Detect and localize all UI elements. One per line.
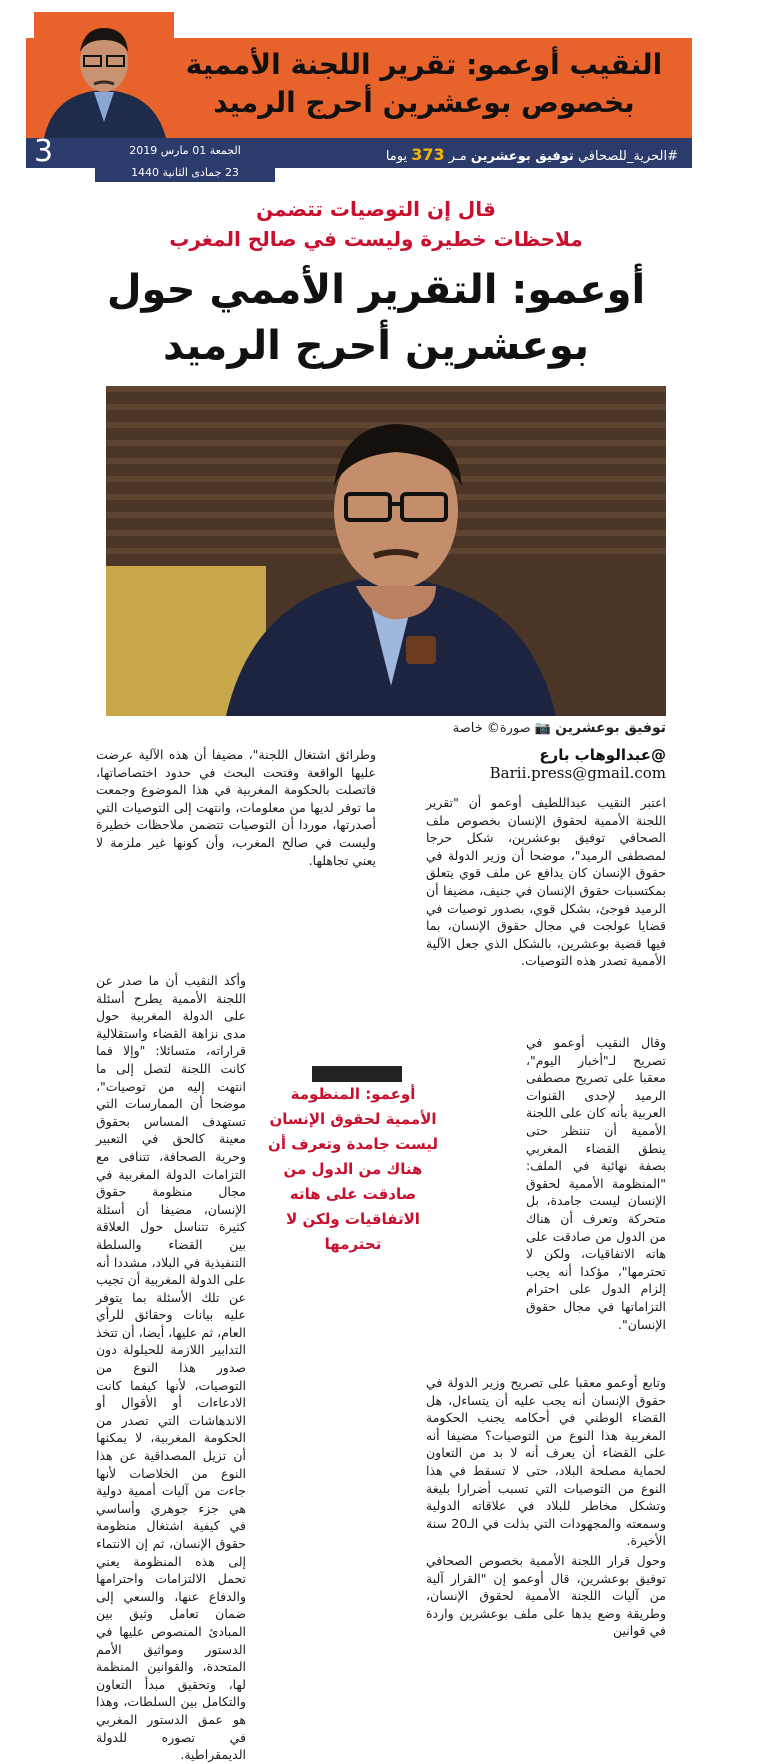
tagline-name: توفيق بوعشرين bbox=[470, 149, 574, 164]
tagline-days-suffix: يوما bbox=[385, 149, 408, 164]
header-title bbox=[176, 46, 672, 122]
issue-date-gregorian: الجمعة 01 مارس 2019 bbox=[129, 144, 241, 157]
paragraph: وتابع أوعمو معقبا على تصريح وزير الدولة في حقوق الإنسان أنه يجب عليه أن يتساءل، هل القضاء الوطني في أحكامه يجنب الحكومة المغربية هذا النوع من التوصيات؟ مضيفا أنه على القضاء أن يعرف أنه لا بد من التعاون لحماية مصلحة البلاد، حتى لا تسقط في هذا النوع من التوصيات التي تسبب أضرارا بليغة وتشكل مخاطر للبلاد في علاقاته الدولية وسمعته والمجهودات التي بذلت في الـ20 سنة الأخيرة. bbox=[426, 1375, 666, 1549]
article-headline bbox=[86, 262, 666, 374]
kicker-line-1: قال إن التوصيات تتضمن bbox=[256, 197, 496, 221]
column-right-lower bbox=[426, 1374, 666, 1642]
pullquote: أوعمو: المنظومة الأممية لحقوق الإنسان ليست جامدة وتعرف أن هناك من الدول من صادقت على هاته الاتفاقيات ولكن لا تحترمها bbox=[268, 1085, 438, 1253]
article-photo bbox=[106, 386, 666, 716]
column-left bbox=[96, 746, 376, 871]
header-title-line-1: النقيب أوعمو: تقرير اللجنة الأممية bbox=[185, 48, 663, 81]
header-portrait-image bbox=[34, 12, 174, 138]
issue-date-box bbox=[95, 140, 275, 186]
author-name: @عبدالوهاب بارع bbox=[539, 746, 666, 764]
campaign-tagline bbox=[386, 145, 678, 164]
page-number: 3 bbox=[34, 134, 54, 169]
headline-line-1: أوعمو: التقرير الأممي حول bbox=[106, 267, 646, 313]
caption-name: توفيق بوعشرين bbox=[555, 720, 666, 736]
paragraph: اعتبر النقيب عبداللطيف أوعمو أن "تقرير اللجنة الأممية لحقوق الإنسان بخصوص ملف الصحافي توفيق بوعشرين، شكل حرجا لمصطفى الرميد"، موضحا أن وزير الدولة في حقوق الإنسان كان يدافع عن ملف قوي يتعلق بمكتسبات حقوق الإنسان في جنيف، مضيفا أن الرميد فوجئ، بشكل قوي، بصدور توصيات في قضايا عولجت في مجال حقوق الإنسان، بما فيها قضية بوعشرين، بالشكل الذي جعل الآلية الأممية تصدر هذه التوصيات. bbox=[426, 795, 666, 969]
tagline-days-count: 373 bbox=[411, 145, 445, 164]
header-banner bbox=[26, 38, 692, 138]
tagline-hashtag: #الحرية_للصحافي bbox=[577, 149, 678, 164]
article bbox=[76, 182, 676, 1763]
header-title-line-2: بخصوص بوعشرين أحرج الرميد bbox=[213, 86, 635, 119]
paragraph: وحول قرار اللجنة الأممية بخصوص الصحافي توفيق بوعشرين، قال أوعمو إن "القرار آلية من آليات اللجنة الأممية لحقوق الإنسان، وطريقة وضع يدها على ملف بوعشرين واردة في قوانين bbox=[426, 1552, 666, 1639]
column-right bbox=[426, 794, 666, 972]
caption-credit: صورة© خاصة bbox=[452, 721, 531, 736]
paragraph: وقال النقيب أوعمو في تصريح لـ"أخبار اليوم"، معقبا على تصريح مصطفى الرميد لإحدى القنوات العربية بأنه كان على اللجنة الأممية أن تنتظر حتى ينطق القضاء المغربي بصفة نهائية في الملف: "المنظومة الأممية لحقوق الإنسان ليست جامدة، بل متحركة وتعرف أن هناك من الدول من صادقت على هاته الاتفاقيات، ولكن لا تحترمها"، مؤكدا أنه يجب إلزام الدول على احترام التزاماتها في مجال حقوق الإنسان". bbox=[526, 1035, 666, 1332]
author-email: Barii.press@gmail.com bbox=[489, 764, 666, 782]
paragraph: وطرائق اشتغال اللجنة"، مضيفا أن هذه الآلية عرضت عليها الواقعة وفتحت البحث في حدود اختصاصاتها، فاتصلت بالحكومة المغربية في هذا الموضوع وجمعت ما توفر لديها من معلومات، وانتهت إلى التوصيات التي أصدرتها، موردا أن التوصيات تتضمن ملاحظات خطيرة وليست في صالح المغرب، وأن كونها غير ملزمة لا يعني تجاهلها. bbox=[96, 747, 376, 868]
kicker-line-2: ملاحظات خطيرة وليست في صالح المغرب bbox=[169, 227, 583, 251]
headline-line-2: بوعشرين أحرج الرميد bbox=[163, 323, 589, 369]
tagline-middle: مـر bbox=[448, 149, 467, 164]
article-byline bbox=[426, 746, 666, 782]
camera-icon: 📷 bbox=[534, 721, 552, 736]
column-right-narrow bbox=[526, 1034, 666, 1335]
photo-caption bbox=[453, 720, 666, 736]
pullquote-bar bbox=[312, 1066, 402, 1082]
article-kicker bbox=[76, 194, 676, 254]
column-left-narrow bbox=[96, 972, 246, 1763]
issue-date-hijri: 23 جمادى الثانية 1440 bbox=[131, 166, 239, 179]
paragraph: وأكد النقيب أن ما صدر عن اللجنة الأممية يطرح أسئلة على الدولة المغربية حول مدى نزاهة القضاء واستقلالية قراراته، متسائلا: "وإلا فما كانت اللجنة لتصل إلى ما انتهت إليه من توصيات"، موضحا أن الممارسات التي تستهدف المساس بحقوق معينة كالحق في التعبير وحرية الصحافة، تتنافى مع التزامات الدولة المغربية في مجال منظومة حقوق الإنسان، مضيفا أن أسئلة كثيرة تتناسل حول العلاقة بين القضاء والسلطة التنفيذية في البلاد، مشددا أنه على الدولة المغربية أن تجيب عن تلك الأسئلة بما يتوفر عليه بيانات وحقائق للرأي العام، ثم عليها، أيضا، أن تتخذ التدابير اللازمة للحيلولة دون صدور هذا النوع من التوصيات، لأنها كيفما كانت الادعاءات أو الأقوال أو الاندهاشات التي تصدر من الحكومة المغربية، لا يمكنها أن تزيل المصداقية عن هذا النوع من الخلاصات لأنها جاءت من آليات أممية دولية هي جزء جوهري وأساسي في كيفية اشتغال منظومة حقوق الإنسان، ثم إن الانتماء إلى هذه المنظومة يعني تحمل الالتزامات واحترامها والدفاع عنها، والسعي إلى ضمان تعامل وثيق بين المبادئ المنصوص عليها في الدستور ومواثيق الأمم المتحدة، والقوانين المنظمة لها، وتحقيق مبدأ التعاون والتكامل بين السلطات، وهذا هو عمق الدستور المغربي في تصوره للدولة الديمقراطية. bbox=[96, 973, 246, 1763]
